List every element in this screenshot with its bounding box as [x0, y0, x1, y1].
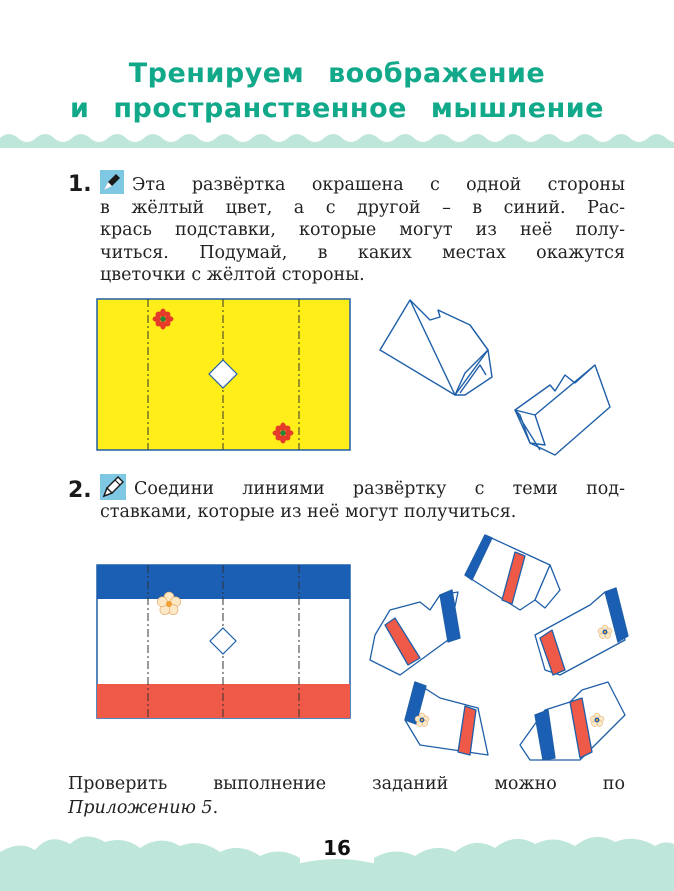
check-note [68, 772, 625, 820]
task-2-line: Соедини линиями развёртку с теми под- [134, 479, 625, 499]
task-1-text [132, 174, 625, 197]
tricolor-net-figure [96, 564, 352, 720]
task-1-line: Эта развёртка окрашена с одной стороны [132, 175, 625, 195]
page-title-line-2: и пространственное мышление [70, 93, 604, 124]
check-note-line-1: Проверить выполнение заданий можно по [68, 774, 625, 794]
task-1-text-cont [100, 197, 625, 287]
stands-figure-2 [360, 530, 660, 770]
task-1-number: 1. [68, 172, 92, 197]
stand-2 [515, 365, 610, 455]
stand-1 [380, 300, 492, 395]
task-2-number: 2. [68, 478, 92, 503]
task-1-line: в жёлтый цвет, а с другой – в синий. Рас- [100, 197, 625, 218]
check-note-line-2 [68, 796, 625, 820]
stand-e [520, 682, 625, 760]
pen-icon [100, 170, 124, 194]
task-2-text [134, 478, 625, 501]
task-2-line: ставками, которые из неё могут получиться. [100, 501, 517, 522]
page-title-line-1: Тренируем воображение [128, 58, 546, 89]
stand-a [465, 535, 560, 610]
yellow-net-figure [96, 298, 352, 452]
task-1-line: читься. Подумай, в каких местах окажутся [100, 242, 625, 263]
check-note-period: . [212, 798, 219, 818]
stands-figure-1 [370, 295, 640, 460]
task-1-line: цветочки с жёлтой стороны. [100, 265, 365, 285]
page-number: 16 [323, 836, 351, 860]
appendix-reference: Приложению 5 [68, 798, 213, 818]
stand-d [405, 682, 488, 755]
task-1-line: крась подставки, которые могут из неё полу- [100, 220, 625, 240]
pencil-icon [100, 474, 126, 500]
task-2-text-cont [100, 501, 625, 524]
wave-divider [0, 128, 674, 150]
stand-b [370, 590, 460, 675]
